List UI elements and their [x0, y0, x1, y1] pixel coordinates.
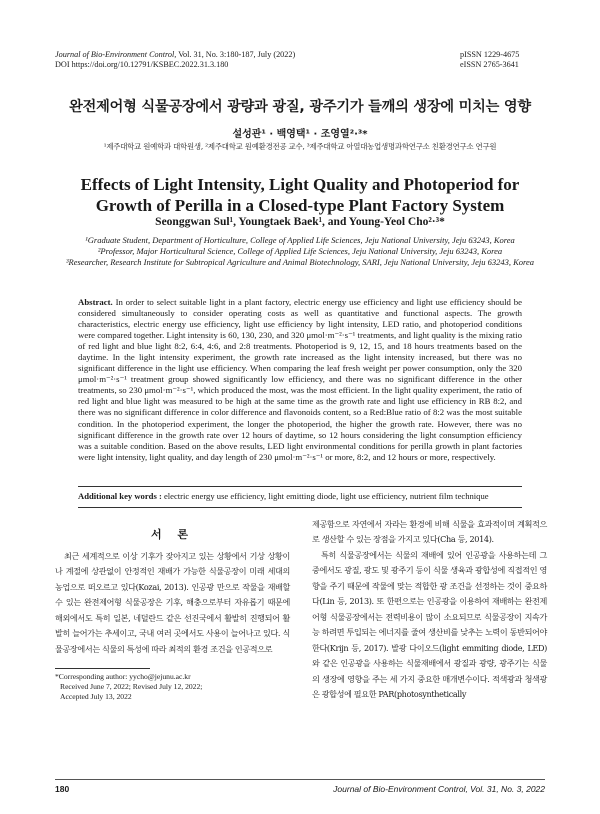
eissn: eISSN 2765-3641 — [460, 60, 519, 69]
footnote-divider — [55, 668, 150, 669]
abstract-label: Abstract. — [78, 297, 113, 307]
english-title: Effects of Light Intensity, Light Quality and Photoperiod for Growth of Perilla in a Closed-type Plant Factory System — [80, 175, 520, 215]
english-authors: Seonggwan Sul¹, Youngtaek Baek¹, and Young-Yeol Cho²·³* — [155, 216, 445, 228]
english-affiliations — [55, 235, 545, 269]
issn-block — [460, 50, 519, 70]
corresponding-author: *Corresponding author: yycho@jejunu.ac.kr — [55, 672, 191, 681]
keywords-divider — [78, 507, 522, 508]
affiliation-1: ¹Graduate Student, Department of Horticulture, College of Applied Life Sciences, Jeju National University, Jeju 63243, Korea — [85, 235, 515, 245]
keywords-label: Additional key words : — [78, 491, 162, 501]
doi-link[interactable]: DOI https://doi.org/10.12791/KSBEC.2022.31.3.180 — [55, 60, 229, 69]
pissn: pISSN 1229-4675 — [460, 50, 520, 59]
keywords — [78, 491, 522, 501]
intro-paragraph: 제공함으로 자연에서 자라는 환경에 비해 식물을 효과적이며 계획적으로 생산할 수 있는 장점을 가지고 있다(Cha 등, 2014). — [312, 519, 547, 545]
footer-divider — [55, 779, 545, 780]
intro-left-column — [55, 549, 290, 657]
section-title-introduction: 서 론 — [150, 528, 195, 541]
accepted-date: Accepted July 13, 2022 — [60, 692, 132, 701]
footer-journal: Journal of Bio-Environment Control, Vol. 31, No. 3, 2022 — [333, 784, 545, 794]
journal-citation — [55, 50, 295, 70]
keywords-text: electric energy use efficiency, light emitting diode, light use efficiency, nutrient film technique — [163, 491, 489, 501]
journal-name: Journal of Bio-Environment Control, — [55, 50, 177, 59]
intro-right-column — [312, 517, 547, 702]
abstract-divider — [78, 486, 522, 487]
affiliation-3: ³Researcher, Research Institute for Subtropical Agriculture and Animal Biotechnology, SARI, Jeju National University, Jeju 63243, Korea — [65, 257, 535, 268]
received-dates: Received June 7, 2022; Revised July 12, 2022; — [60, 682, 203, 691]
korean-affiliation: ¹제주대학교 원예학과 대학원생, ²제주대학교 원예환경전공 교수, ³제주대학교 아열대농업생명과학연구소 친환경연구소 연구원 — [103, 142, 497, 151]
abstract — [78, 297, 522, 463]
affiliation-2: ²Professor, Major Horticultural Science, College of Applied Life Sciences, Jeju National University, Jeju 63243, Korea — [97, 246, 503, 257]
footnote — [55, 672, 295, 702]
korean-title: 완전제어형 식물공장에서 광량과 광질, 광주기가 들깨의 생장에 미치는 영향 — [69, 99, 531, 115]
intro-paragraph: 특히 식물공장에서는 식물의 재배에 있어 인공광을 사용하는데 그 중에서도 광질, 광도 및 광주기 등이 식물 생육과 광합성에 직접적인 영향을 주기 때문에 작물에 맞는 적합한 광 조건을 선정하는 것이 중요하다(Lin 등, 2013). 또 한편으로는 인공광을 이용하여 재배하는 완전제어형 식물공장에서는 전력비용이 많이 소요되므로 식물공장이 지속가능 하려면 투입되는 에너지를 줄여 생산비를 낮추는 노력이 동반되어야 한다(Krijn 등, 2017). 발광 다이오드(light emmiting diode, LED)와 같은 인공광을 사용하는 식물재배에서 광질과 광량, 광주기는 식물의 생장에 영향을 주는 세 가지 중요한 매개변수이다. 적색광과 청색광은 광합성에 필요한 PAR(photosynthetically — [312, 549, 547, 699]
korean-authors: 설성관¹ · 백영택¹ · 조영열²·³* — [232, 129, 368, 140]
volume-info: Vol. 31, No. 3:180-187, July (2022) — [178, 50, 296, 59]
intro-paragraph: 최근 세계적으로 이상 기후가 잦아지고 있는 상황에서 기상 상황이나 계절에 상관없이 안정적인 재배가 가능한 식물공장이 미래 세대의 농업으로 떠오르고 있다(Kozai, 2013). 인공광 만으로 작물을 재배할 수 있는 완전제어형 식물공장은 기후, 해충으로부터 자유롭기 때문에 해외에서도 특히 일본, 네덜란드 같은 선진국에서 활발히 진행되어 활발히 늘어가는 추세이고, 국내 여러 곳에서도 사용이 늘어나고 있다. 식물공장에서는 식물의 특성에 따라 최적의 환경 조건을 인공적으로 — [55, 551, 290, 654]
abstract-text: In order to select suitable light in a plant factory, electric energy use efficiency and light use efficiency should be considered simultaneously to consider operating costs as well as quantitative and functional aspects. The growth characteristics, electric energy use efficiency, light use efficiency by light intensity, LED ratio, and photoperiod conditions were compared together. Light intensity is 60, 130, 230, and 320 μmol·m⁻²·s⁻¹ treatments, and light quality is the mixing ratio of red light and blue light 8:2, 6:4, 4:6, and 2:8 treatments. Photoperiod is 9, 12, 15, and 18 hours treatments based on the daytime. In the light intensity experiment, the growth rate increased as the light intensity increased, but there was no significant difference in the light use efficiency. When comparing the leaf fresh weight per power consumption, only the 320 μmol·m⁻²·s⁻¹ treatment group showed significantly low efficiency, and there was no significant difference in the other treatments, so 230 μmol·m⁻²·s⁻¹, which produced the most, was the most efficient. In the light quality experiment, the ratio of red light and blue light was measured to be high at the same time as the growth rate and light use efficiency in RB 8:2, and there was no significant difference in color difference and flavonoids content, so a Red:Blue ratio of 8:2 was the most suitable condition. In the photoperiod experiment, the longer the photoperiod, the higher the growth rate. However, there was no significant difference in the growth rate over 12 hours of daytime, so 12 hours considering the light consumption efficiency was a suitable condition. Based on the above results, LED light environmental conditions for perilla growth in plant factories were light intensity, light quality, and day length of 230 μmol·m⁻²·s⁻¹ or more, 8:2, and 12 hours or more, respectively. — [78, 297, 523, 462]
page-number: 180 — [55, 784, 70, 794]
